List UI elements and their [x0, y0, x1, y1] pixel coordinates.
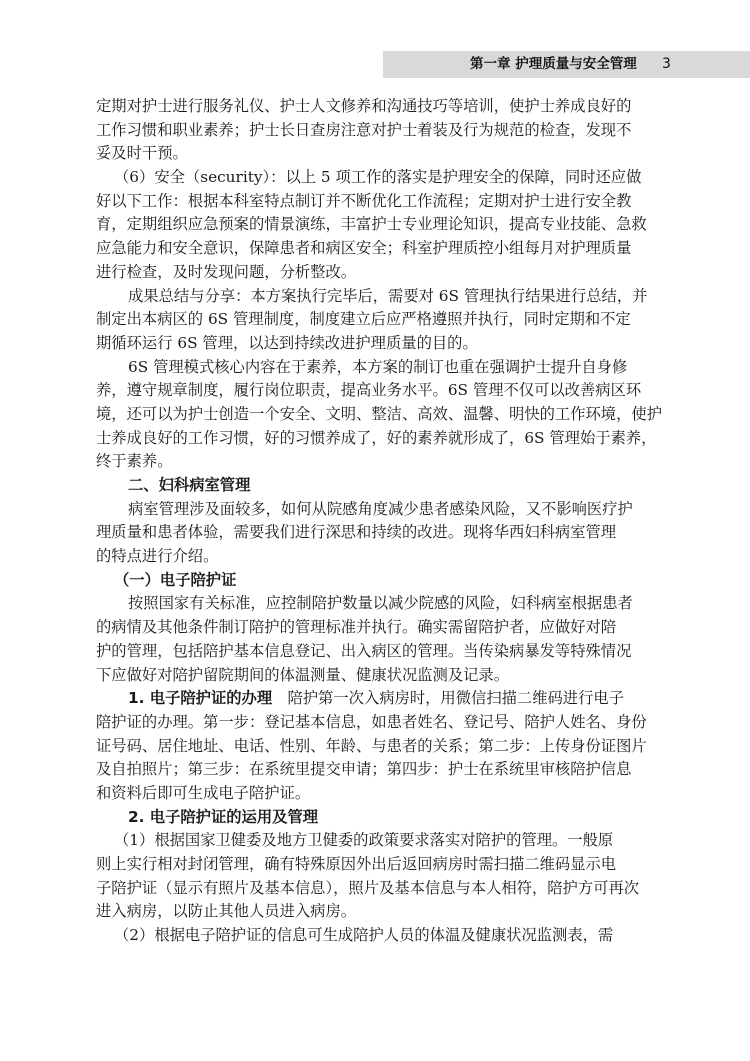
text-line: （2）根据电子陪护证的信息可生成陪护人员的体温及健康状况监测表，需 — [114, 926, 614, 945]
paragraph-ward-intro — [96, 498, 668, 569]
text-line: 应急能力和安全意识，保障患者和病区安全；科室护理质控小组每月对护理质量 — [96, 239, 632, 258]
text-line: （6）安全（security）：以上 5 项工作的落实是护理安全的保障，同时还应做 — [114, 168, 642, 187]
text-line: 则上实行相对封闭管理，确有特殊原因外出后返回病房时需扫描二维码显示电 — [96, 855, 617, 873]
text-line: 的特点进行介绍。 — [96, 547, 219, 566]
text-line: 工作习惯和职业素养；护士长日查房注意对护士着装及行为规范的检查，发现不 — [96, 120, 632, 139]
text-line: 境，还可以为护士创造一个安全、文明、整洁、高效、温馨、明快的工作环境，使护 — [96, 404, 662, 423]
paragraph-6s-core — [96, 356, 668, 474]
text-line: 成果总结与分享：本方案执行完毕后，需要对 6S 管理执行结果进行总结，并 — [128, 286, 648, 305]
paragraph-escort-policy — [96, 829, 668, 924]
paragraph-escort-application — [96, 687, 668, 805]
text-line: 下应做好对陪护留院期间的体温测量、健康状况监测及记录。 — [96, 665, 510, 684]
text-line: 病室管理涉及面较多，如何从院感角度减少患者感染风险，又不影响医疗护 — [128, 499, 633, 518]
text-line: 陪护证的办理。第一步：登记基本信息，如患者姓名、登记号、陪护人姓名、身份 — [96, 712, 647, 731]
text-line: 妥及时干预。 — [96, 144, 188, 163]
item-text: 陪护第一次入病房时，用微信扫描二维码进行电子 — [272, 689, 624, 708]
item-title: 1. 电子陪护证的办理 — [128, 689, 273, 708]
text-line: （1）根据国家卫健委及地方卫健委的政策要求落实对陪护的管理。一般原 — [114, 831, 614, 850]
text-line: 士养成良好的工作习惯，好的习惯养成了，好的素养就形成了，6S 管理始于素养， — [96, 428, 657, 447]
text-line: 子陪护证（显示有照片及基本信息），照片及基本信息与本人相符，陪护方可再次 — [96, 878, 640, 897]
page-number: 3 — [662, 56, 671, 72]
text-line: 制定出本病区的 6S 管理制度，制度建立后应严格遵照并执行，同时定期和不定 — [96, 310, 631, 329]
text-line — [96, 687, 668, 711]
paragraph-1 — [96, 95, 668, 166]
item-heading: 2. 电子陪护证的运用及管理 — [128, 807, 319, 826]
text-line: 育，定期组织应急预案的情景演练，丰富护士专业理论知识，提高专业技能、急救 — [96, 215, 647, 234]
text-line: 护的管理，包括陪护基本信息登记、出入病区的管理。当传染病暴发等特殊情况 — [96, 641, 632, 660]
text-line: 按照国家有关标准，应控制陪护数量以减少院感的风险，妇科病室根据患者 — [128, 594, 633, 613]
page-body — [96, 95, 668, 948]
text-line: 进行检查，及时发现问题，分析整改。 — [96, 262, 357, 281]
chapter-title: 第一章 护理质量与安全管理 — [470, 56, 637, 72]
text-line: 好以下工作：根据本科室特点制订并不断优化工作流程；定期对护士进行安全教 — [96, 191, 632, 210]
text-line: 和资料后即可生成电子陪护证。 — [96, 783, 311, 802]
text-line: 终于素养。 — [96, 452, 173, 471]
text-line: 进入病房，以防止其他人员进入病房。 — [96, 902, 357, 921]
subsection-heading: （一）电子陪护证 — [114, 570, 237, 589]
text-line: 理质量和患者体验，需要我们进行深思和持续的改进。现将华西妇科病室管理 — [96, 523, 617, 542]
text-line: 及自拍照片；第三步：在系统里提交申请；第四步：护士在系统里审核陪护信息 — [96, 760, 632, 779]
section-heading: 二、妇科病室管理 — [128, 476, 251, 494]
text-line: 期循环运行 6S 管理，以达到持续改进护理质量的目的。 — [96, 333, 478, 352]
paragraph-security — [96, 166, 668, 284]
text-line: 6S 管理模式核心内容在于素养，本方案的制订也重在强调护士提升自身修 — [128, 357, 628, 376]
paragraph-escort-monitoring — [96, 924, 668, 948]
text-line: 定期对护士进行服务礼仪、护士人文修养和沟通技巧等培训，使护士养成良好的 — [96, 97, 632, 115]
text-line: 养，遵守规章制度，履行岗位职责，提高业务水平。6S 管理不仅可以改善病区环 — [96, 381, 642, 400]
paragraph-summary — [96, 285, 668, 356]
paragraph-escort-standard — [96, 592, 668, 687]
text-line: 证号码、居住地址、电话、性别、年龄、与患者的关系；第二步：上传身份证图片 — [96, 736, 647, 755]
text-line: 的病情及其他条件制订陪护的管理标准并执行。确实需留陪护者，应做好对陪 — [96, 618, 617, 637]
